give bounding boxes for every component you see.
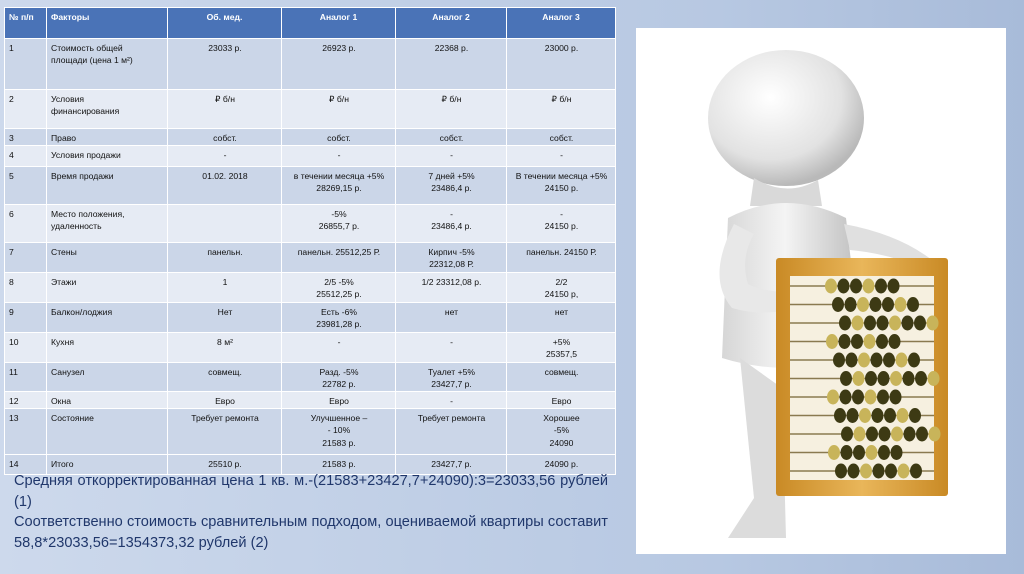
row-index: 3 [5,129,47,146]
row-index: 12 [5,392,47,409]
row-factor-line: Санузел [51,366,85,377]
table-row [5,205,616,243]
abacus-bead [827,390,839,405]
cell-subject [168,302,282,332]
cell-analog-3-line: -5% [553,425,570,436]
row-factor-line: Итого [51,459,74,470]
cell-subject-line: 8 м² [217,336,233,347]
cell-analog-1-line: 25512,25 р. [316,288,362,299]
cell-analog-3-line: В течении месяца +5% [515,171,608,182]
row-factor [47,392,168,409]
illustration-panel [636,28,1006,554]
cell-analog-1 [282,90,396,129]
cell-analog-2-line: - [450,209,453,220]
row-index: 1 [5,39,47,90]
cell-analog-3-line: 25357,5 [545,348,578,359]
cell-subject-line: 23033 р. [208,43,242,53]
abacus-bead [852,316,864,331]
row-factor-line: Условия [51,94,85,104]
cell-analog-1 [282,146,396,167]
cell-analog-1-line: - 10% [327,425,351,436]
cell-analog-2-line: 23486,4 р. [431,183,472,194]
table-row [5,129,616,146]
table-body [5,39,616,475]
row-factor-line: Состояние [51,413,94,424]
table-row [5,362,616,391]
cell-analog-2-line: 23427,7 р. [431,378,472,389]
abacus-bead [840,390,852,405]
abacus-bead [839,334,851,349]
abacus-bead [845,297,857,312]
table-row [5,243,616,272]
cell-analog-2-line: ₽ б/н [441,94,462,104]
cell-analog-1-line: в течении месяца +5% [293,171,385,182]
cell-analog-1 [282,243,396,272]
abacus-bead [866,445,878,460]
cell-analog-3-line: Евро [551,396,572,407]
abacus-bead [870,297,882,312]
cell-analog-3-line: +5% [552,336,571,347]
abacus-bead [840,371,852,386]
abacus-bead [851,334,863,349]
row-factor-line: Стены [51,247,77,258]
abacus-bead [909,408,921,423]
cell-analog-2-line: Кирпич -5% [428,247,475,258]
row-factor-line: удаленность [51,221,102,232]
cell-analog-3 [507,146,616,167]
row-factor-line: Окна [51,396,71,407]
cell-analog-2-line: 7 дней +5% [428,171,475,182]
abacus-bead [902,316,914,331]
row-index: 5 [5,167,47,205]
abacus-bead [854,427,866,442]
table-row [5,167,616,205]
abacus-bead [890,371,902,386]
cell-subject [168,39,282,90]
abacus-bead [929,427,941,442]
cell-analog-3 [507,302,616,332]
cell-analog-1-line: 21583 р. [322,459,356,470]
row-index: 9 [5,302,47,332]
cell-analog-2 [396,90,507,129]
cell-analog-2-line: 22312,08 Р. [429,259,474,270]
cell-analog-1-line: 22782 р. [322,378,356,389]
cell-subject [168,243,282,272]
abacus-bead [838,279,850,294]
abacus-bead [846,353,858,368]
table-row [5,272,616,302]
abacus-bead [891,445,903,460]
cell-analog-3 [507,90,616,129]
cell-analog-2 [396,302,507,332]
cell-analog-3 [507,205,616,243]
abacus-bead [859,408,871,423]
cell-analog-1-line: панельн. 25512,25 Р. [297,247,381,258]
cell-analog-3 [507,39,616,90]
cell-analog-3-line: совмещ. [544,366,579,377]
row-factor [47,129,168,146]
abacus-bead [835,464,847,479]
cell-analog-2 [396,146,507,167]
cell-analog-3 [507,409,616,455]
cell-analog-2-line: 22368 р. [434,43,469,53]
cell-analog-1 [282,205,396,243]
row-index: 4 [5,146,47,167]
cell-analog-3-line: Хорошее [543,413,580,424]
cell-analog-2 [396,243,507,272]
figure-with-abacus-icon [636,28,1006,554]
cell-analog-1-line: собст. [327,133,351,143]
cell-analog-1-line: - [337,150,341,161]
abacus-bead [877,316,889,331]
cell-analog-2-line: Туалет +5% [427,366,476,377]
cell-analog-1-line: 23981,28 р. [316,318,362,329]
cell-subject-line: Нет [217,306,233,317]
abacus-bead [826,334,838,349]
abacus-bead [903,371,915,386]
cell-analog-1 [282,392,396,409]
row-factor-line: Стоимость общей [51,43,123,53]
table-row [5,146,616,167]
table-row [5,332,616,362]
table-row [5,409,616,455]
abacus-bead [910,464,922,479]
cell-analog-2-line: 1/2 23312,08 р. [421,276,482,287]
cell-analog-2 [396,409,507,455]
row-factor [47,146,168,167]
cell-subject-line: ₽ б/н [215,94,235,104]
cell-analog-1 [282,39,396,90]
cell-analog-1-line: Разд. -5% [319,366,359,377]
cell-analog-2 [396,39,507,90]
cell-analog-3-line: 24150 р. [544,221,579,232]
abacus-bead [875,279,887,294]
cell-analog-2-line: - [450,150,453,161]
abacus-bead [908,353,920,368]
cell-subject-line: - [223,150,227,161]
cell-analog-3 [507,167,616,205]
abacus-bead [891,427,903,442]
cell-analog-2 [396,362,507,391]
abacus-bead [884,408,896,423]
row-index: 6 [5,205,47,243]
abacus-bead [904,427,916,442]
row-factor [47,362,168,391]
cell-analog-1 [282,362,396,391]
abacus-bead [864,334,876,349]
summary-total-value: Соответственно стоимость сравнительным подходом, оцениваемой квартиры составит 58,8*23033,56=1354373,32 рублей (2) [14,514,608,551]
cell-analog-2-line: - [450,336,453,347]
abacus-bead [914,316,926,331]
comparison-table [4,7,616,475]
abacus-bead [876,334,888,349]
cell-analog-3-line: 23000 р. [544,43,579,53]
row-index: 11 [5,362,47,391]
comparison-table-container [4,7,615,475]
abacus-bead [833,353,845,368]
cell-analog-2 [396,392,507,409]
cell-analog-2-line: Требует ремонта [417,413,486,424]
abacus-bead [897,408,909,423]
cell-analog-3 [507,332,616,362]
row-index: 10 [5,332,47,362]
row-factor-line: Право [51,133,76,143]
cell-analog-1 [282,272,396,302]
row-factor-line: площади (цена 1 м²) [51,55,133,66]
abacus-bead [885,464,897,479]
cell-analog-3-line: нет [554,306,569,317]
abacus-bead [828,445,840,460]
cell-analog-2-line: собст. [439,133,464,143]
cell-analog-1-line: 2/5 -5% [324,276,354,287]
abacus-bead [832,297,844,312]
row-factor [47,39,168,90]
abacus-bead [896,353,908,368]
abacus-bead [834,408,846,423]
abacus-bead [889,334,901,349]
abacus-bead [888,279,900,294]
abacus-bead [863,279,875,294]
abacus-bead [928,371,940,386]
cell-subject [168,272,282,302]
abacus-bead [848,464,860,479]
cell-analog-1-line: -5% [331,209,347,220]
abacus-bead [857,297,869,312]
cell-analog-3-line: - [560,209,563,220]
abacus-bead [853,371,865,386]
cell-analog-2-line: 23427,7 р. [431,459,472,470]
abacus-bead [907,297,919,312]
row-factor-line: Этажи [51,276,77,287]
cell-analog-2 [396,129,507,146]
row-factor-line: Место положения, [51,209,125,220]
cell-analog-1-line: - [337,336,341,347]
row-index: 14 [5,455,47,475]
abacus-bead [847,408,859,423]
cell-analog-2-line: 23486,4 р. [431,221,472,232]
cell-analog-1-line: 21583 р. [322,437,356,448]
abacus-bead [871,353,883,368]
header-analog-1: Аналог 1 [282,8,396,39]
cell-analog-1-line: Есть -6% [320,306,357,317]
abacus-bead [877,390,889,405]
abacus-bead [839,316,851,331]
row-factor [47,167,168,205]
table-row [5,302,616,332]
cell-analog-3-line: - [560,150,563,161]
summary-average-price: Средняя откорректированная цена 1 кв. м.-(21583+23427,7+24090):3=23033,56 рублей (1) [14,473,608,510]
row-factor [47,243,168,272]
abacus-bead [860,464,872,479]
cell-subject [168,409,282,455]
abacus-bead [841,427,853,442]
cell-analog-3-line: панельн. 24150 Р. [526,247,597,258]
abacus-bead [825,279,837,294]
table-row [5,392,616,409]
table-row [5,39,616,90]
row-factor [47,272,168,302]
cell-subject [168,129,282,146]
abacus-bead [872,408,884,423]
cell-subject [168,362,282,391]
row-factor-line: финансирования [51,106,120,117]
abacus-bead [852,390,864,405]
abacus-bead [927,316,939,331]
row-factor-line: Кухня [51,336,74,347]
cell-subject-line: 1 [222,276,228,287]
cell-analog-3-line: 24150 р. [544,183,579,194]
cell-analog-1 [282,302,396,332]
cell-analog-1-line: 28269,15 р. [316,183,362,194]
table-row [5,90,616,129]
cell-subject [168,167,282,205]
abacus-bead [873,464,885,479]
abacus-bead [883,353,895,368]
abacus-bead [879,427,891,442]
cell-subject [168,332,282,362]
cell-analog-2 [396,205,507,243]
cell-analog-3-line: 2/2 [555,276,568,287]
cell-analog-1 [282,332,396,362]
cell-analog-3-line: собст. [549,133,574,143]
cell-analog-3-line: 24090 р. [544,459,579,470]
cell-analog-3 [507,243,616,272]
cell-analog-3 [507,362,616,391]
row-index: 8 [5,272,47,302]
cell-subject [168,146,282,167]
abacus-icon [776,258,948,496]
cell-subject-line: 01.02. 2018 [202,171,248,182]
header-analog-2: Аналог 2 [396,8,507,39]
cell-analog-2-line: - [450,396,453,407]
header-factors: Факторы [47,8,168,39]
header-index: № п/п [5,8,47,39]
cell-analog-3-line: 24090 [549,437,574,448]
row-factor-line: Время продажи [51,171,114,182]
abacus-bead [916,427,928,442]
cell-analog-1 [282,129,396,146]
abacus-bead [878,445,890,460]
row-factor-line: Балкон/лоджия [51,306,113,317]
abacus-bead [889,316,901,331]
summary-text [14,471,608,553]
cell-analog-1 [282,167,396,205]
cell-subject-line: совмещ. [208,366,242,377]
cell-subject-line: собст. [213,133,237,143]
abacus-bead [878,371,890,386]
table-header-row [5,8,616,39]
abacus-bead [865,371,877,386]
cell-subject-line: 25510 р. [208,459,242,470]
header-analog-3: Аналог 3 [507,8,616,39]
cell-analog-2-line: нет [444,306,459,317]
row-factor [47,302,168,332]
cell-subject-line: Евро [215,396,235,407]
cell-subject-line: Требует ремонта [191,413,259,424]
abacus-bead [853,445,865,460]
row-index: 13 [5,409,47,455]
cell-analog-1-line: 26923 р. [322,43,356,53]
abacus-bead [866,427,878,442]
abacus-bead [915,371,927,386]
row-factor-line: Условия продажи [51,150,121,161]
cell-analog-1-line: Евро [329,396,349,407]
cell-analog-1 [282,409,396,455]
header-subject: Об. мед. [168,8,282,39]
row-factor [47,205,168,243]
row-index: 7 [5,243,47,272]
cell-subject [168,205,282,243]
cell-analog-1-line: 26855,7 р. [318,221,360,232]
row-index: 2 [5,90,47,129]
cell-analog-3 [507,129,616,146]
cell-analog-3 [507,392,616,409]
abacus-bead [882,297,894,312]
abacus-bead [898,464,910,479]
abacus-bead [850,279,862,294]
cell-analog-1-line: ₽ б/н [329,94,349,104]
cell-analog-2 [396,272,507,302]
cell-analog-3-line: 24150 р, [544,288,579,299]
cell-subject [168,90,282,129]
abacus-bead [890,390,902,405]
abacus-bead [841,445,853,460]
abacus-bead [858,353,870,368]
row-factor [47,332,168,362]
abacus-bead [864,316,876,331]
cell-analog-2 [396,167,507,205]
cell-analog-3-line: ₽ б/н [551,94,572,104]
row-factor [47,90,168,129]
row-factor [47,409,168,455]
cell-subject [168,392,282,409]
cell-analog-2 [396,332,507,362]
abacus-bead [895,297,907,312]
cell-analog-3 [507,272,616,302]
abacus-bead [865,390,877,405]
cell-analog-1-line: Улучшенное – [310,413,368,424]
cell-subject-line: панельн. [207,247,243,258]
